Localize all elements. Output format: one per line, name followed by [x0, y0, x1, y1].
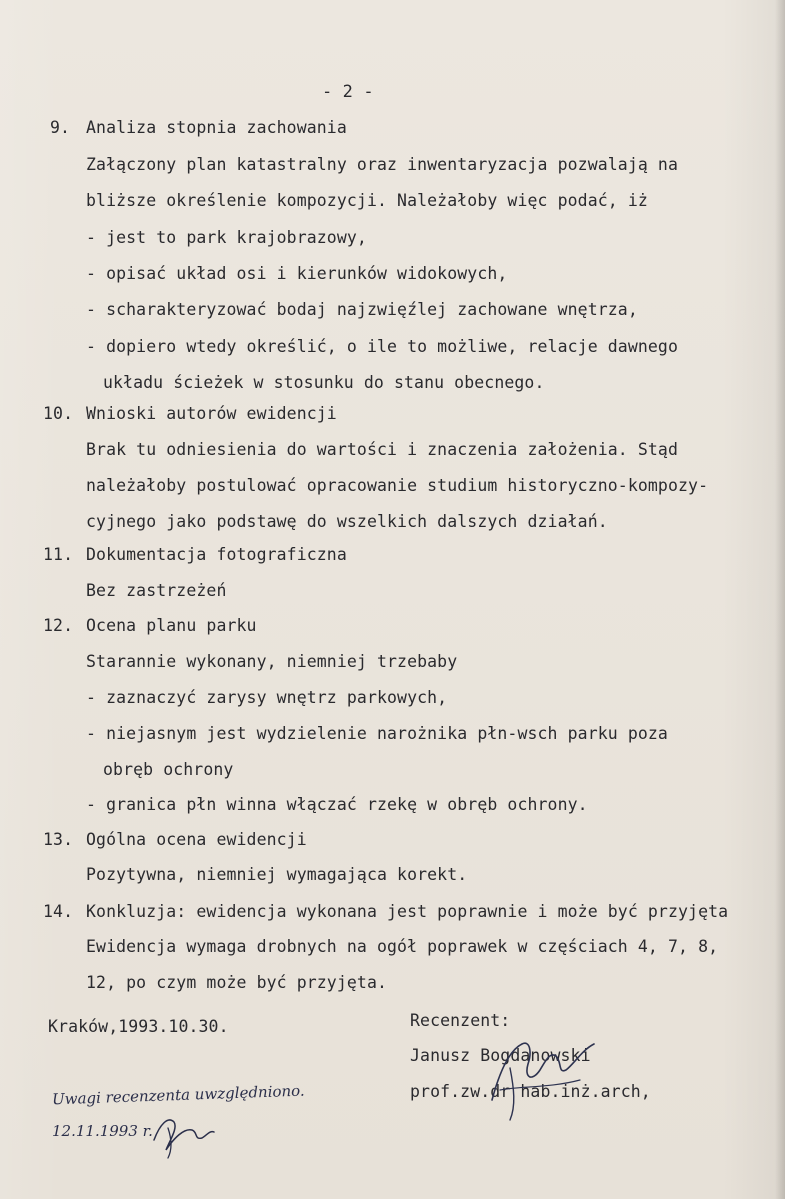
section-heading: Konkluzja: ewidencja wykonana jest poprawnie i może być przyjęta: [86, 902, 729, 921]
paper-edge-shadow: [775, 0, 785, 1199]
approval-signature: [148, 1110, 218, 1160]
bullet-item: - scharakteryzować bodaj najzwięźlej zachowane wnętrza,: [86, 300, 638, 319]
bullet-continuation: układu ścieżek w stosunku do stanu obecnego.: [103, 373, 545, 392]
reviewer-title: prof.zw.dr hab.inż.arch,: [410, 1082, 651, 1101]
handwritten-date: 12.11.1993 r.: [52, 1122, 153, 1140]
section-heading: Analiza stopnia zachowania: [86, 118, 347, 137]
body-line: Bez zastrzeżeń: [86, 581, 227, 600]
bullet-continuation: obręb ochrony: [103, 760, 234, 779]
bullet-item: - jest to park krajobrazowy,: [86, 228, 367, 247]
body-line: cyjnego jako podstawę do wszelkich dalszych działań.: [86, 512, 608, 531]
section-heading: Ocena planu parku: [86, 616, 257, 635]
bullet-item: - opisać układ osi i kierunków widokowych,: [86, 264, 508, 283]
section-number: 9.: [50, 118, 71, 137]
handwritten-note: Uwagi recenzenta uwzględniono.: [51, 1081, 305, 1109]
section-number: 11.: [43, 545, 74, 564]
page-number: - 2 -: [322, 82, 374, 102]
body-line: Brak tu odniesienia do wartości i znaczenia założenia. Stąd: [86, 440, 678, 459]
body-line: należałoby postulować opracowanie studium historyczno-kompozy-: [86, 476, 709, 495]
section-number: 13.: [43, 830, 74, 849]
body-line: 12, po czym może być przyjęta.: [86, 973, 388, 992]
section-number: 12.: [43, 616, 74, 635]
bullet-item: - zaznaczyć zarysy wnętrz parkowych,: [86, 688, 448, 707]
bullet-item: - niejasnym jest wydzielenie narożnika płn-wsch parku poza: [86, 724, 668, 743]
section-heading: Wnioski autorów ewidencji: [86, 404, 337, 423]
reviewer-label: Recenzent:: [410, 1011, 511, 1030]
reviewer-name: Janusz Bogdanowski: [410, 1046, 591, 1065]
body-line: Ewidencja wymaga drobnych na ogół poprawek w częściach 4, 7, 8,: [86, 937, 719, 956]
section-number: 10.: [43, 404, 74, 423]
body-line: Załączony plan katastralny oraz inwentaryzacja pozwalają na: [86, 155, 678, 174]
section-number: 14.: [43, 902, 74, 921]
reviewer-signature: [470, 1030, 610, 1125]
section-heading: Dokumentacja fotograficzna: [86, 545, 347, 564]
body-line: Pozytywna, niemniej wymagająca korekt.: [86, 865, 468, 884]
body-line: bliższe określenie kompozycji. Należałoby więc podać, iż: [86, 191, 648, 210]
bullet-item: - granica płn winna włączać rzekę w obręb ochrony.: [86, 795, 588, 814]
bullet-item: - dopiero wtedy określić, o ile to możliwe, relacje dawnego: [86, 337, 678, 356]
section-heading: Ogólna ocena ewidencji: [86, 830, 307, 849]
place-date: Kraków,1993.10.30.: [48, 1017, 229, 1036]
body-line: Starannie wykonany, niemniej trzebaby: [86, 652, 458, 671]
